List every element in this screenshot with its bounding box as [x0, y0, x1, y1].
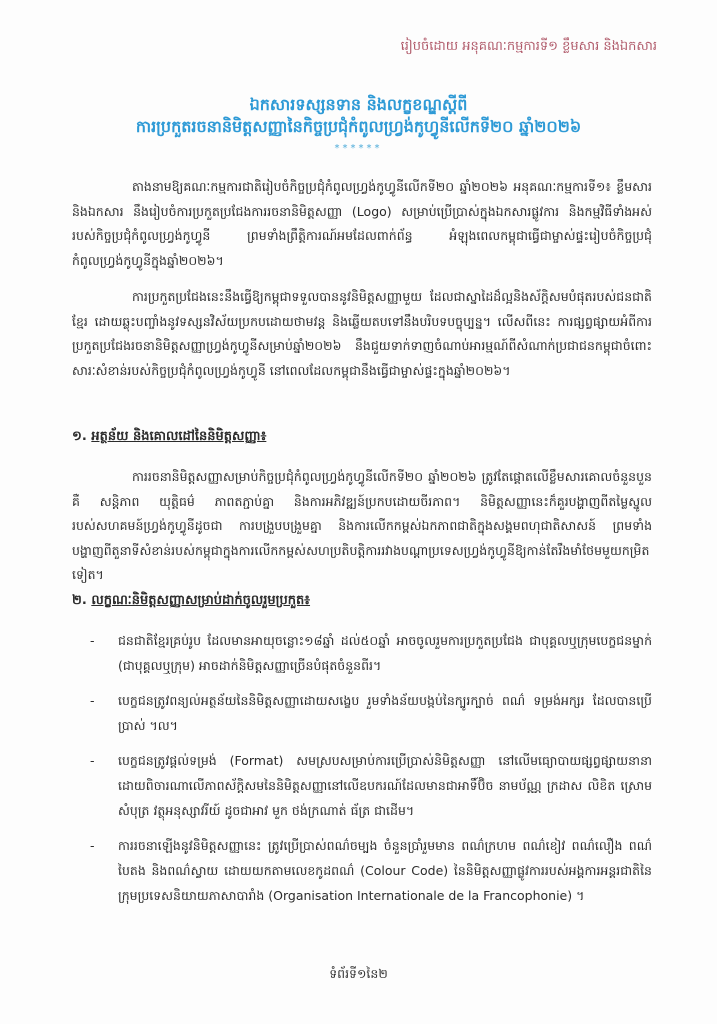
list-item — [90, 688, 652, 738]
list-item — [90, 628, 652, 678]
document-title-line2: ការប្រកួតរចនានិមិត្តសញ្ញានៃកិច្ចប្រជុំកំពូលហ្វ្រង់កូហ្វូនីលើកទី២០ ឆ្នាំ២០២៦ — [135, 117, 582, 136]
intro-paragraph-2-text: ការប្រកួតប្រជែងនេះនឹងធ្វើឱ្យកម្ពុជាទទួលបាននូវនិមិត្តសញ្ញាមួយ ដែលជាស្នាដៃដ៏ល្អនិងស័ក្តិសមបំផុតរបស់ជនជាតិខ្មែរ ដោយឆ្លុះបញ្ចាំងនូវទស្សនវិស័យប្រកបដោយថាមវន្ត និងឆ្លើយតបទៅនឹងបរិបទបច្ចុប្បន្ន។ លើសពីនេះ ការផ្សព្វផ្សាយអំពីការប្រកួតប្រជែងរចនានិមិត្តសញ្ញាហ្វ្រង់កូហ្វូនីសម្រាប់ឆ្នាំ២០២៦ នឹងជួយទាក់ទាញចំណាប់អារម្មណ៍ពីសំណាក់ប្រជាជនកម្ពុជាចំពោះសារៈសំខាន់របស់កិច្ចប្រជុំកំពូលហ្វ្រង់កូហ្វូនី នៅពេលដែលកម្ពុជានឹងធ្វើជាម្ចាស់ផ្ទះក្នុងឆ្នាំ២០២៦។ — [72, 289, 652, 378]
bullet-dash: - — [90, 838, 95, 853]
list-item — [90, 748, 652, 823]
list-item-text: បេក្ខជនត្រូវផ្ដល់ទម្រង់ (Format) សមស្របសម្រាប់ការប្រើប្រាស់និមិត្តសញ្ញា នៅលើមធ្យោបាយផ្សព្វផ្សាយនានា ដោយពិចារណាលើភាពស័ក្តិសមនៃនិមិត្តសញ្ញានៅលើឧបករណ៍ដែលមានជាអាទិ៍ប៊ិច នាមប័ណ្ណ ក្រដាស លិខិត ស្រោមសំបុត្រ វត្ថុអនុស្សាវរីយ៍ ដូចជាអាវ មួក ថង់ក្រណាត់ ធ័ត្រ ជាដើម។ — [118, 753, 652, 818]
section-1-title: អត្ថន័យ និងគោលដៅនៃនិមិត្តសញ្ញា៖ — [91, 429, 267, 444]
bullet-dash: - — [90, 753, 95, 768]
bullet-dash: - — [90, 693, 95, 708]
section-1-heading — [72, 428, 266, 447]
section-2-number: ២. — [72, 593, 87, 608]
section-1-number: ១. — [72, 429, 87, 444]
section-1-paragraph-text: ការរចនានិមិត្តសញ្ញាសម្រាប់កិច្ចប្រជុំកំពូលហ្វ្រង់កូហ្វូនីលើកទី២០ ឆ្នាំ២០២៦ ត្រូវតែផ្ដោតលើខ្លឹមសារគោលចំនួនបួន គឺ សន្តិភាព យុត្តិធម៌ ភាពតភ្ជាប់គ្នា និងការអភិវឌ្ឍន៍ប្រកបដោយចីរភាព។ និមិត្តសញ្ញានេះក៏គួរបង្ហាញពីតម្លៃស្នូលរបស់សហគមន៍ហ្វ្រង់កូហ្វូនីដូចជា ការបង្រួបបង្រួមគ្នា និងការលើកកម្ពស់ឯកភាពជាតិក្នុងសង្គមពហុជាតិសាសន៍ ព្រមទាំងបង្ហាញពីតួនាទីសំខាន់របស់កម្ពុជាក្នុងការលើកកម្ពស់សហប្រតិបត្តិការរវាងបណ្ដាប្រទេសហ្វ្រង់កូហ្វូនីឱ្យកាន់តែរឹងមាំថែមមួយកម្រិតទៀត។ — [72, 469, 652, 582]
list-item-text: បេក្ខជនត្រូវពន្យល់អត្ថន័យនៃនិមិត្តសញ្ញាដោយសង្ខេប រួមទាំងន័យបង្កប់នៃក្បូរក្បាច់ ពណ៌ ទម្រង់អក្សរ ដែលបានប្រើប្រាស់ ។ល។ — [118, 693, 652, 733]
intro-paragraph-1 — [72, 175, 652, 273]
list-item — [90, 833, 652, 908]
list-item-text: ជនជាតិខ្មែរគ្រប់រូប ដែលមានអាយុចន្លោះ១៨ឆ្នាំ ដល់៥០ឆ្នាំ អាចចូលរួមការប្រកួតប្រជែង ជាបុគ្គលឬក្រុមបេក្ខជនម្នាក់ (ជាបុគ្គលឬក្រុម) អាចដាក់និមិត្តសញ្ញាច្រើនបំផុតចំនួនពីរ។ — [118, 633, 652, 673]
document-title-line1: ឯកសារទស្សនទាន និងលក្ខខណ្ឌស្ដីពី — [249, 95, 468, 114]
page-number: ទំព័រទី១នៃ២ — [329, 966, 388, 981]
prepared-by-note: រៀបចំដោយ អនុគណៈកម្មការទី១ ខ្លឹមសារ និងឯកសារ — [400, 39, 657, 54]
title-separator: ****** — [334, 143, 383, 154]
bullet-dash: - — [90, 633, 95, 648]
section-1-paragraph — [72, 465, 652, 588]
intro-paragraph-1-text: តាងនាមឱ្យគណៈកម្មការជាតិរៀបចំកិច្ចប្រជុំកំពូលហ្វ្រង់កូហ្វូនីលើកទី២០ ឆ្នាំ២០២៦ អនុគណៈកម្មការទី១៖ ខ្លឹមសារ និងឯកសារ នឹងរៀបចំការប្រកួតប្រជែងការរចនានិមិត្តសញ្ញា (Logo) សម្រាប់ប្រើប្រាស់ក្នុងឯកសារផ្លូវការ និងកម្មវិធីទាំងអស់របស់កិច្ចប្រជុំកំពូលហ្វ្រង់កូហ្វូនី ព្រមទាំងព្រឹត្តិការណ៍អមដែលពាក់ព័ន្ធ អំឡុងពេលកម្ពុជាធ្វើជាម្ចាស់ផ្ទះរៀបចំកិច្ចប្រជុំកំពូលហ្វ្រង់កូហ្វូនីក្នុងឆ្នាំ២០២៦។ — [72, 179, 652, 268]
section-2-heading — [72, 592, 310, 611]
list-item-text: ការរចនាឡើងនូវនិមិត្តសញ្ញានេះ ត្រូវប្រើប្រាស់ពណ៌ចម្បង ចំនួនប្រាំរួមមាន ពណ៌ក្រហម ពណ៌ខៀវ ពណ៌លឿង ពណ៌បៃតង និងពណ៌ស្វាយ ដោយយកតាមលេខកូដពណ៌ (Colour Code) នៃនិមិត្តសញ្ញាផ្លូវការរបស់អង្គការអន្តរជាតិនៃក្រុមប្រទេសនិយាយភាសាបារាំង (Organisation Internationale de la Francophonie) ។ — [118, 838, 652, 903]
intro-paragraph-2 — [72, 285, 652, 383]
section-2-bullet-list — [90, 628, 652, 918]
section-2-title: លក្ខណៈនិមិត្តសញ្ញាសម្រាប់ដាក់ចូលរួមប្រកួត៖ — [91, 593, 311, 608]
